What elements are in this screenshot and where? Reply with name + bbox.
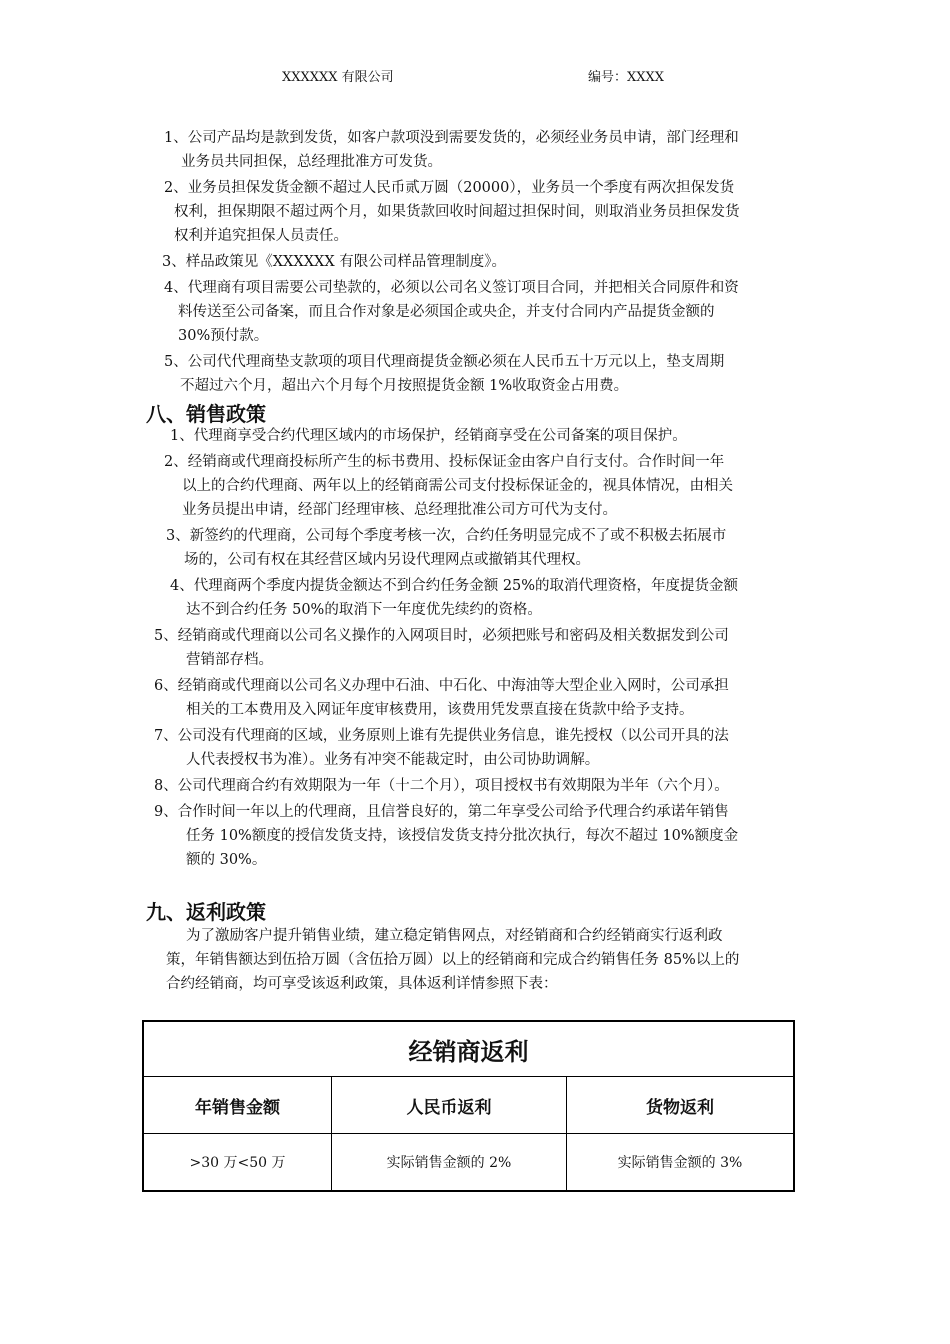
list-item-cont: 营销部存档。 [186,652,273,668]
list-item-cont: 权利，担保期限不超过两个月，如果货款回收时间超过担保时间，则取消业务员担保发货 [174,204,740,220]
list-item-cont: 30%预付款。 [178,328,269,344]
list-item: 6、经销商或代理商以公司名义办理中石油、中石化、中海油等大型企业入网时，公司承担 [154,678,729,694]
list-item: 2、业务员担保发货金额不超过人民币贰万圆（20000），业务员一个季度有两次担保发货 [164,180,735,196]
list-item-cont: 不超过六个月，超出六个月每个月按照提货金额 1%收取资金占用费。 [180,378,629,394]
section-heading-sales-policy: 八、销售政策 [146,402,266,426]
section-heading-rebate-policy: 九、返利政策 [146,900,266,924]
list-item-cont: 业务员共同担保，总经理批准方可发货。 [181,154,442,170]
column-header-rmb-rebate: 人民币返利 [332,1077,567,1134]
list-item-cont: 达不到合约任务 50%的取消下一年度优先续约的资格。 [186,602,542,618]
table-header-row [143,1077,794,1134]
list-item-cont: 以上的合约代理商、两年以上的经销商需公司支付投标保证金的，视具体情况，由相关 [182,478,733,494]
list-item: 7、公司没有代理商的区域，业务原则上谁有先提供业务信息，谁先授权（以公司开具的法 [154,728,729,744]
list-item: 5、经销商或代理商以公司名义操作的入网项目时，必须把账号和密码及相关数据发到公司 [154,628,729,644]
table-cell: 实际销售金额的 3% [567,1134,795,1192]
list-item: 1、代理商享受合约代理区域内的市场保护，经销商享受在公司备案的项目保护。 [170,428,687,444]
table-cell: >30 万<50 万 [143,1134,332,1192]
column-header-annual-sales: 年销售金额 [143,1077,332,1134]
list-item-cont: 料传送至公司备案，而且合作对象是必须国企或央企，并支付合同内产品提货金额的 [178,304,715,320]
list-item: 8、公司代理商合约有效期限为一年（十二个月），项目授权书有效期限为半年（六个月）。 [154,778,729,794]
paragraph-line: 策，年销售额达到伍拾万圆（含伍拾万圆）以上的经销商和完成合约销售任务 85%以上的 [166,952,740,968]
list-item: 3、样品政策见《XXXXXX 有限公司样品管理制度》。 [162,254,507,270]
list-item: 4、代理商有项目需要公司垫款的，必须以公司名义签订项目合同，并把相关合同原件和资 [164,280,739,296]
list-item-cont: 场的，公司有权在其经营区域内另设代理网点或撤销其代理权。 [184,552,590,568]
list-item: 1、公司产品均是款到发货，如客户款项没到需要发货的，必须经业务员申请，部门经理和 [164,130,739,146]
list-item-cont: 相关的工本费用及入网证年度审核费用，该费用凭发票直接在货款中给予支持。 [186,702,694,718]
column-header-goods-rebate: 货物返利 [567,1077,795,1134]
table-cell: 实际销售金额的 2% [332,1134,567,1192]
header-serial: 编号：XXXX [588,70,665,85]
list-item-cont: 业务员提出申请，经部门经理审核、总经理批准公司方可代为支付。 [182,502,617,518]
list-item-cont: 任务 10%额度的授信发货支持，该授信发货支持分批次执行，每次不超过 10%额度金 [186,828,739,844]
list-item-cont: 人代表授权书为准）。业务有冲突不能裁定时，由公司协助调解。 [186,752,600,768]
list-item: 4、代理商两个季度内提货金额达不到合约任务金额 25%的取消代理资格，年度提货金额 [170,578,739,594]
paragraph-line: 为了激励客户提升销售业绩，建立稳定销售网点，对经销商和合约经销商实行返利政 [186,928,723,944]
table-row [143,1134,794,1192]
list-item: 9、合作时间一年以上的代理商，且信誉良好的，第二年享受公司给予代理合约承诺年销售 [154,804,729,820]
list-item: 5、公司代代理商垫支款项的项目代理商提货金额必须在人民币五十万元以上，垫支周期 [164,354,725,370]
rebate-table [142,1020,795,1192]
list-item-cont: 额的 30%。 [186,852,267,868]
header-company: XXXXXX 有限公司 [282,70,394,85]
table-title: 经销商返利 [143,1021,794,1077]
list-item: 2、经销商或代理商投标所产生的标书费用、投标保证金由客户自行支付。合作时间一年 [164,454,725,470]
list-item-cont: 权利并追究担保人员责任。 [174,228,348,244]
paragraph-line: 合约经销商，均可享受该返利政策，具体返利详情参照下表： [166,976,558,992]
list-item: 3、新签约的代理商，公司每个季度考核一次，合约任务明显完成不了或不积极去拓展市 [166,528,727,544]
